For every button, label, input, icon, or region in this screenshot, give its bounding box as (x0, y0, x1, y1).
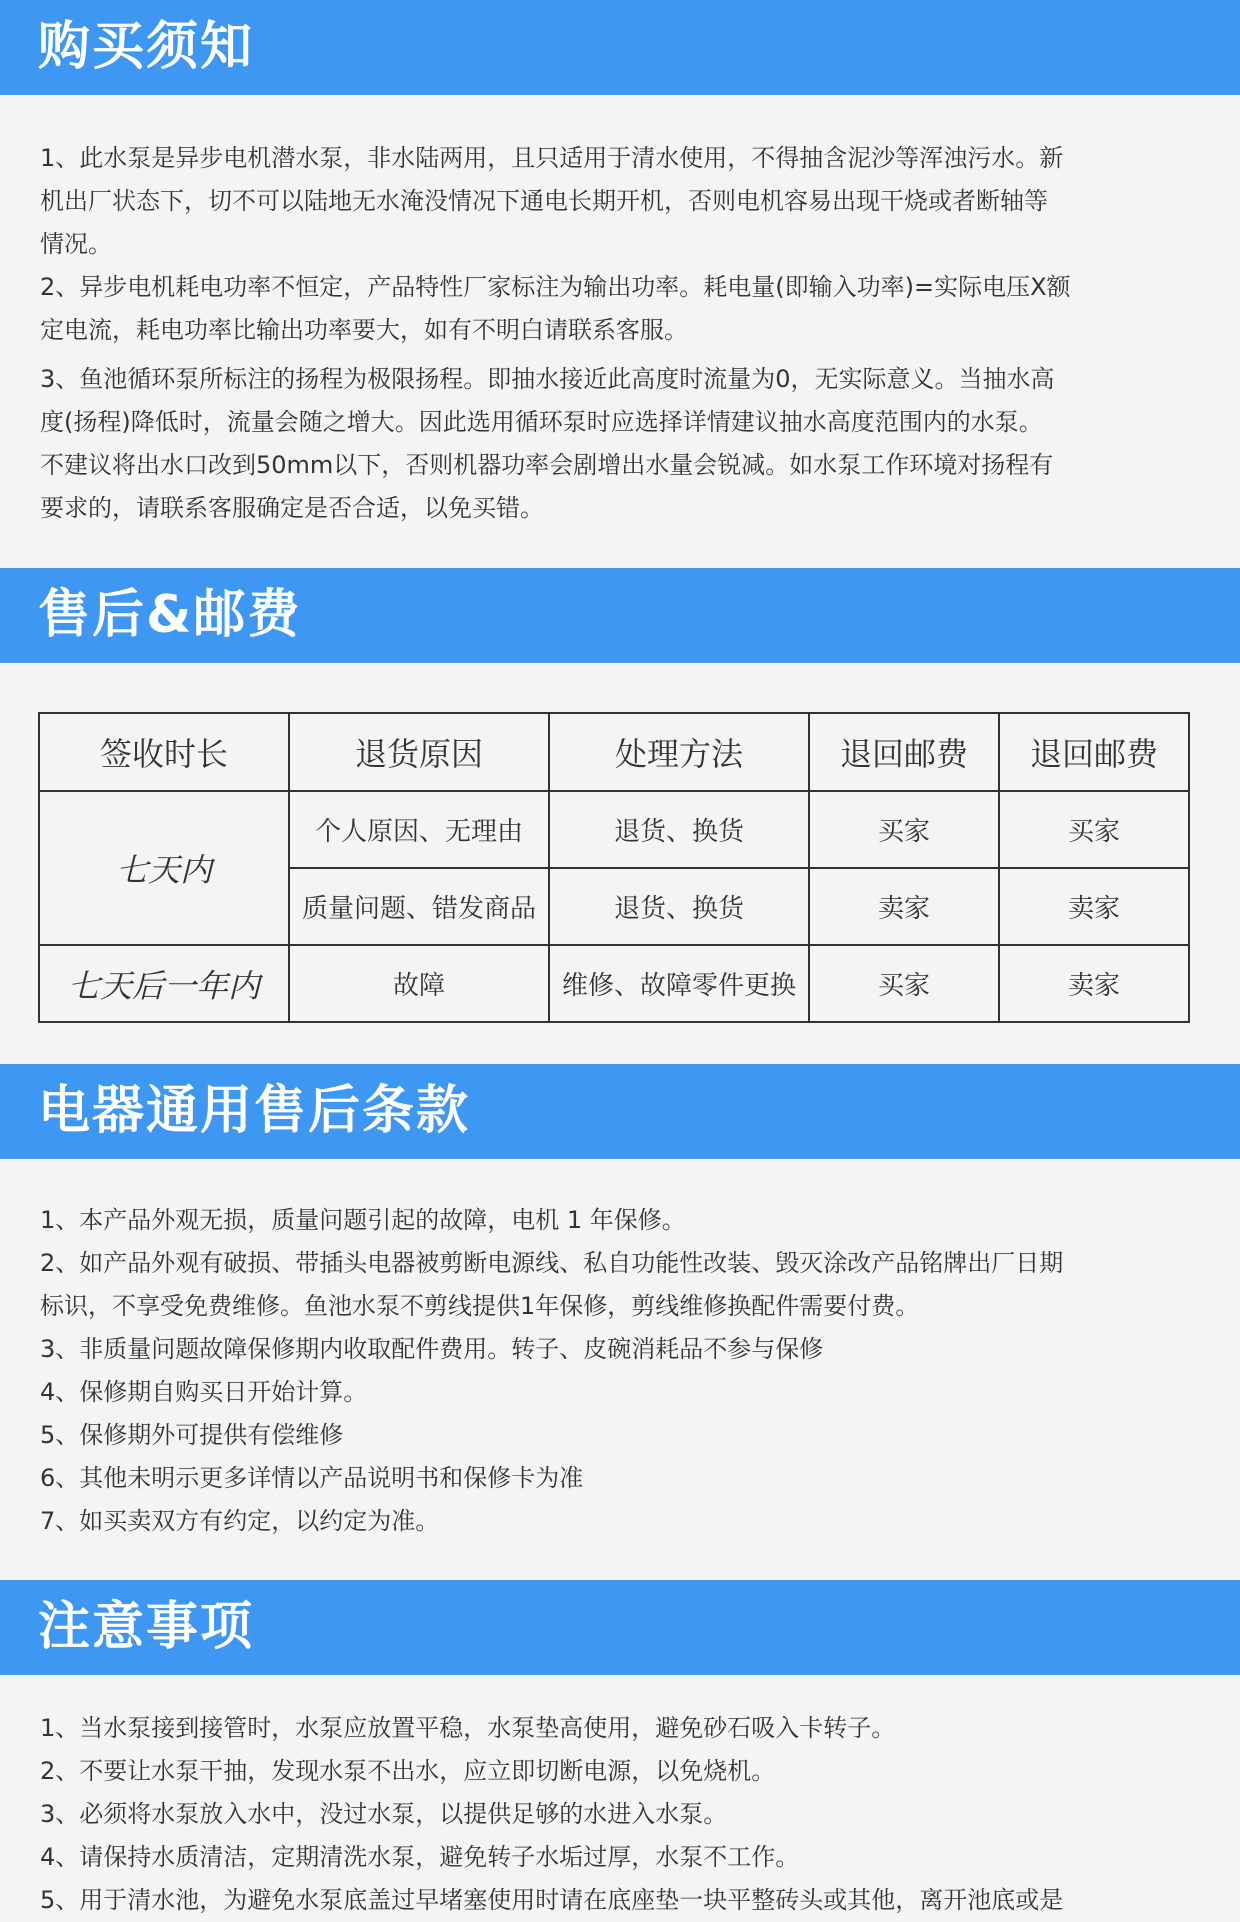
table-cell: 故障 (289, 945, 549, 1022)
text-line: 2、异步电机耗电功率不恒定，产品特性厂家标注为输出功率。耗电量(即输入功率)=实际电压X额 (40, 273, 1071, 301)
table-cell: 买家 (999, 791, 1189, 868)
purchase-notes (40, 137, 1200, 530)
table-header: 退货原因 (289, 713, 549, 791)
aftersale-table (38, 712, 1190, 1023)
table-cell: 卖家 (999, 868, 1189, 945)
text-line: 4、请保持水质清洁，定期清洗水泵，避免转子水垢过厚，水泵不工作。 (40, 1843, 800, 1871)
text-line: 1、当水泵接到接管时，水泵应放置平稳，水泵垫高使用，避免砂石吸入卡转子。 (40, 1714, 896, 1742)
table-cell: 个人原因、无理由 (289, 791, 549, 868)
text-line: 要求的，请联系客服确定是否合适，以免买错。 (40, 494, 544, 522)
text-line: 5、保修期外可提供有偿维修 (40, 1421, 344, 1449)
text-line: 机出厂状态下，切不可以陆地无水淹没情况下通电长期开机，否则电机容易出现干烧或者断轴等 (40, 187, 1048, 215)
table-cell: 退货、换货 (549, 868, 809, 945)
text-line: 5、用于清水池，为避免水泵底盖过早堵塞使用时请在底座垫一块平整砖头或其他，离开池底或是 (40, 1886, 1064, 1914)
section-title-purchase: 购买须知 (38, 17, 255, 77)
table-header-row (39, 713, 1189, 791)
banner-purchase (0, 0, 1240, 95)
terms-list (40, 1199, 1200, 1543)
banner-notes (0, 1580, 1240, 1675)
text-line: 3、非质量问题故障保修期内收取配件费用。转子、皮碗消耗品不参与保修 (40, 1335, 824, 1363)
table-cell: 退货、换货 (549, 791, 809, 868)
text-line: 6、其他未明示更多详情以产品说明书和保修卡为准 (40, 1464, 584, 1492)
banner-terms (0, 1064, 1240, 1159)
table-cell: 维修、故障零件更换 (549, 945, 809, 1022)
table-cell: 买家 (809, 791, 999, 868)
text-line: 度(扬程)降低时，流量会随之增大。因此选用循环泵时应选择详情建议抽水高度范围内的水泵。 (40, 408, 1043, 436)
text-line: 1、此水泵是异步电机潜水泵，非水陆两用，且只适用于清水使用，不得抽含泥沙等浑浊污水。新 (40, 144, 1064, 172)
text-line: 情况。 (40, 230, 112, 258)
table-cell: 买家 (809, 945, 999, 1022)
text-line: 3、鱼池循环泵所标注的扬程为极限扬程。即抽水接近此高度时流量为0，无实际意义。当抽水高 (40, 365, 1055, 393)
text-line: 标识，不享受免费维修。鱼池水泵不剪线提供1年保修，剪线维修换配件需要付费。 (40, 1292, 920, 1320)
table-cell: 卖家 (809, 868, 999, 945)
text-line: 不建议将出水口改到50mm以下，否则机器功率会剧增出水量会锐减。如水泵工作环境对扬程有 (40, 451, 1054, 479)
text-line: 2、如产品外观有破损、带插头电器被剪断电源线、私自功能性改装、毁灭涂改产品铭牌出厂日期 (40, 1249, 1064, 1277)
text-line: 3、必须将水泵放入水中，没过水泵，以提供足够的水进入水泵。 (40, 1800, 728, 1828)
section-title-notes: 注意事项 (38, 1597, 255, 1657)
table-row (39, 791, 1189, 868)
text-line: 1、本产品外观无损，质量问题引起的故障，电机 1 年保修。 (40, 1206, 686, 1234)
table-group-label: 七天后一年内 (39, 945, 289, 1022)
text-line: 定电流，耗电功率比输出功率要大，如有不明白请联系客服。 (40, 316, 688, 344)
text-line: 7、如买卖双方有约定，以约定为准。 (40, 1507, 440, 1535)
table-header: 处理方法 (549, 713, 809, 791)
section-title-terms: 电器通用售后条款 (38, 1081, 471, 1141)
aftersale-table-wrap (38, 712, 1188, 1023)
text-line: 4、保修期自购买日开始计算。 (40, 1378, 368, 1406)
table-cell: 卖家 (999, 945, 1189, 1022)
table-row (39, 945, 1189, 1022)
table-header: 签收时长 (39, 713, 289, 791)
text-line: 2、不要让水泵干抽，发现水泵不出水，应立即切断电源，以免烧机。 (40, 1757, 776, 1785)
table-group-label: 七天内 (39, 791, 289, 945)
notes-list (40, 1707, 1200, 1922)
table-cell: 质量问题、错发商品 (289, 868, 549, 945)
banner-aftersale (0, 568, 1240, 663)
table-header: 退回邮费 (999, 713, 1189, 791)
table-header: 退回邮费 (809, 713, 999, 791)
section-title-aftersale: 售后&邮费 (38, 585, 302, 645)
